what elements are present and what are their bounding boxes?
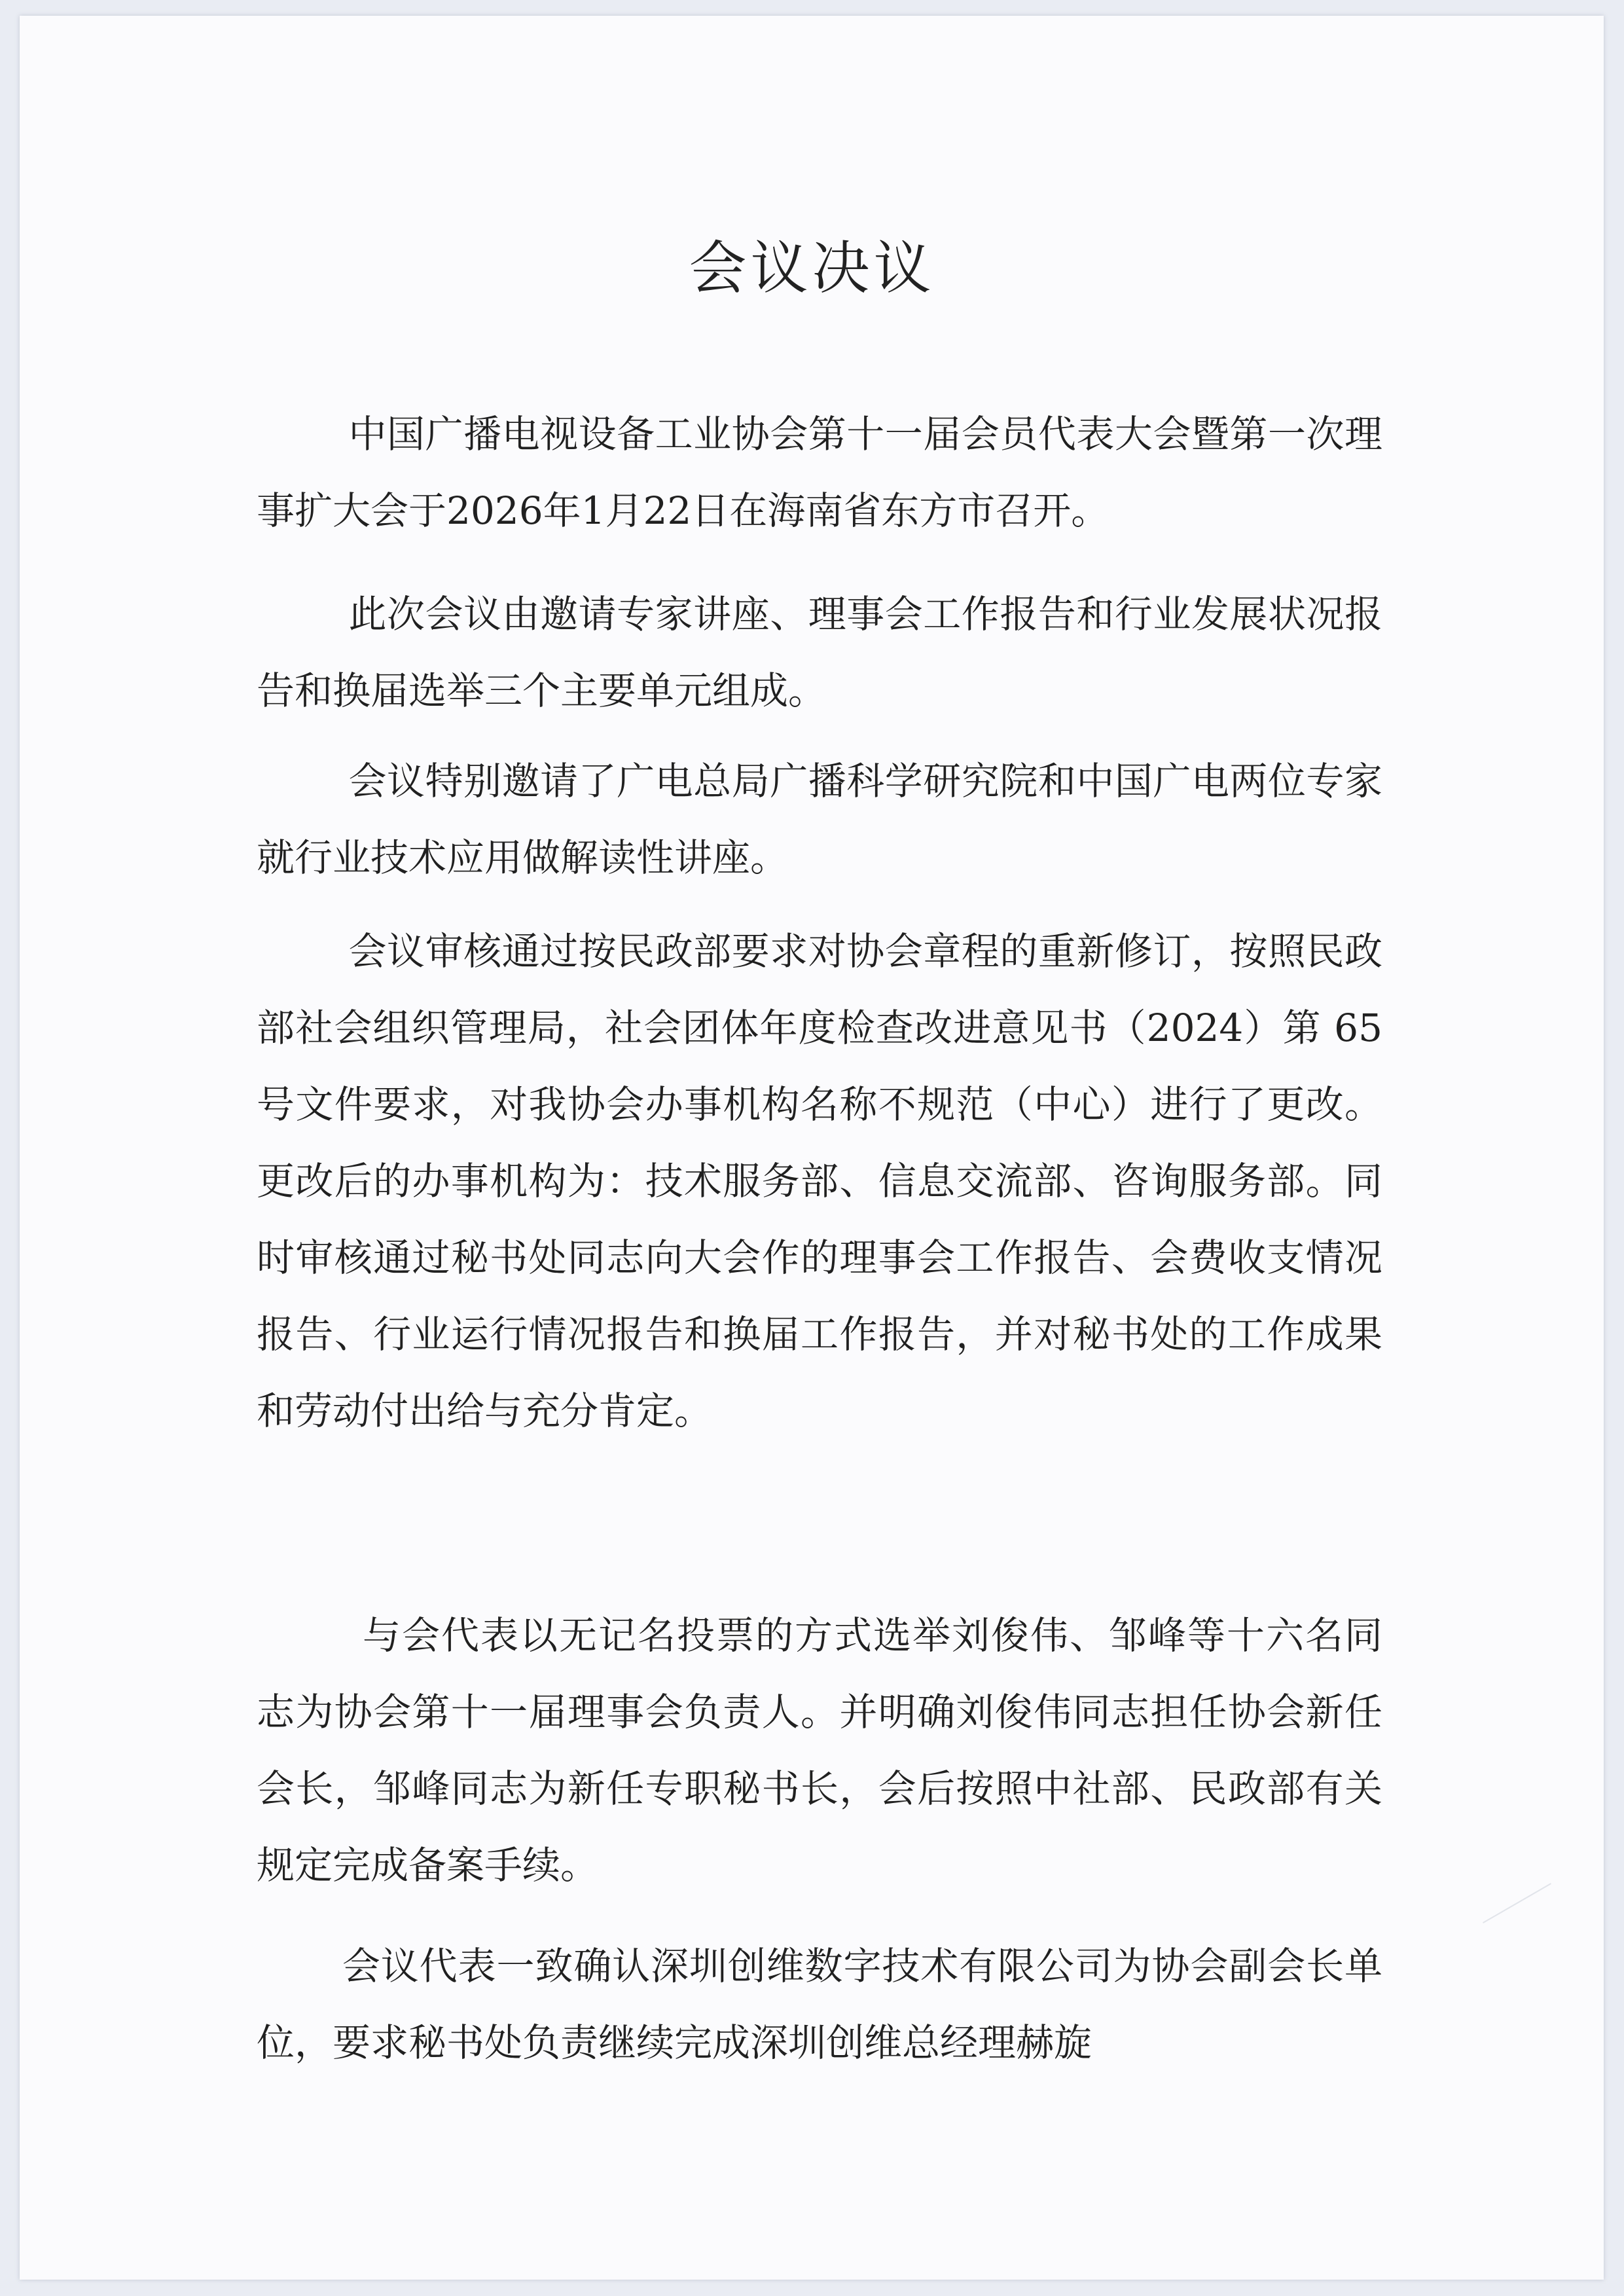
paragraph-text: 此次会议由邀请专家讲座、理事会工作报告和行业发展状况报告和换届选举三个主要单元组成。	[257, 592, 1382, 713]
paragraph-text: 会议代表一致确认深圳创维数字技术有限公司为协会副会长单位，要求秘书处负责继续完成深圳创维总经理赫旋	[257, 1944, 1382, 2065]
paragraph-vice-president-unit	[257, 1928, 1382, 2081]
paragraph-charter-revision	[257, 913, 1382, 1449]
paragraph-text: 中国广播电视设备工业协会第十一届会员代表大会暨第一次理事扩大会于2026年1月22日在海南省东方市召开。	[257, 412, 1382, 533]
paragraph-meeting-intro	[257, 396, 1382, 549]
paragraph-election	[257, 1597, 1382, 1904]
paragraph-text: 会议审核通过按民政部要求对协会章程的重新修订，按照民政部社会组织管理局，社会团体年度检查改进意见书（2024）第 65 号文件要求，对我协会办事机构名称不规范（中心）进行了更改。更改后的办事机构为：技术服务部、信息交流部、咨询服务部。同时审核通过秘书处同志向大会作的理事会工作报告、会费收支情况报告、行业运行情况报告和换届工作报告，并对秘书处的工作成果和劳动付出给与充分肯定。	[257, 929, 1382, 1433]
paragraph-text: 与会代表以无记名投票的方式选举刘俊伟、邹峰等十六名同志为协会第十一届理事会负责人。并明确刘俊伟同志担任协会新任会长，邹峰同志为新任专职秘书长，会后按照中社部、民政部有关规定完成备案手续。	[257, 1613, 1382, 1887]
paragraph-expert-lectures	[257, 743, 1382, 896]
paragraph-meeting-units	[257, 576, 1382, 729]
document-title: 会议决议	[689, 234, 935, 302]
paragraph-text: 会议特别邀请了广电总局广播科学研究院和中国广电两位专家就行业技术应用做解读性讲座。	[257, 759, 1382, 880]
